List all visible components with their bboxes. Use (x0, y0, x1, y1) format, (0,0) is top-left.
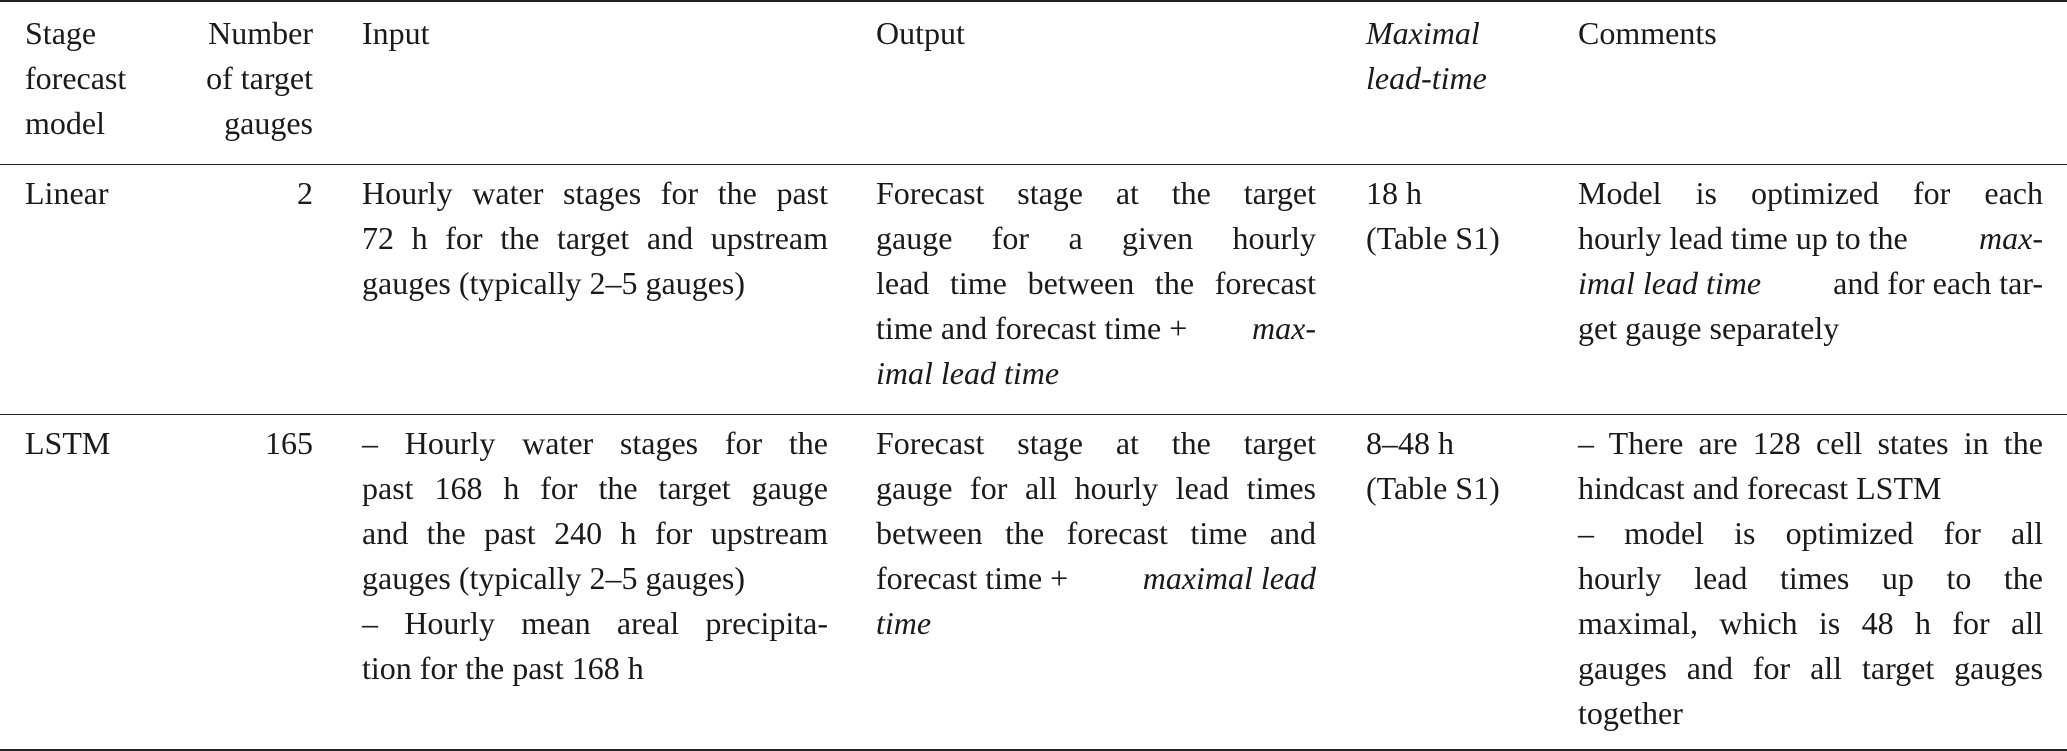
row-linear-model (25, 171, 165, 216)
cell-text-line (876, 556, 1316, 601)
cell-text: – Hourly mean areal precipita- (362, 605, 828, 641)
header-number-of-target-gauges (180, 11, 313, 146)
cell-text: 18 h (1366, 175, 1422, 211)
cell-text-line (1578, 216, 2043, 261)
cell-text: maximal lead (1142, 560, 1316, 596)
cell-text: forecast time + (876, 560, 1069, 596)
row-lstm-input (362, 421, 828, 691)
row-lstm-model (25, 421, 165, 466)
cell-text: LSTM (25, 425, 111, 461)
cell-text: time (876, 605, 932, 641)
header-text: Comments (1578, 15, 1717, 51)
top-rule (0, 0, 2067, 2)
cell-text: 165 (265, 425, 313, 461)
row-lstm-output (876, 421, 1316, 646)
cell-text: gauges and for all target gauges (1578, 650, 2043, 686)
cell-text: lead time between the forecast (876, 265, 1316, 301)
cell-text: 2 (297, 175, 313, 211)
row-linear-lead-time (1366, 171, 1526, 261)
cell-text: between the forecast time and (876, 515, 1316, 551)
header-text: gauges (224, 105, 313, 141)
cell-text: maximal, which is 48 h for all (1578, 605, 2043, 641)
row-linear-input (362, 171, 828, 306)
row-lstm-num-gauges (180, 421, 313, 466)
cell-text: and for each tar- (1833, 265, 2043, 301)
header-input (362, 11, 832, 56)
cell-text: together (1578, 695, 1683, 731)
cell-text: get gauge separately (1578, 310, 1840, 346)
cell-text: gauges (typically 2–5 gauges) (362, 265, 745, 301)
row-lstm-comments (1578, 421, 2043, 736)
header-text: model (25, 105, 105, 141)
cell-text: Linear (25, 175, 109, 211)
cell-text: (Table S1) (1366, 220, 1500, 256)
header-maximal-lead-time (1366, 11, 1526, 101)
cell-text: – There are 128 cell states in the (1578, 425, 2043, 461)
cell-text: gauges (typically 2–5 gauges) (362, 560, 745, 596)
cell-text: – model is optimized for all (1578, 515, 2043, 551)
cell-text: – Hourly water stages for the (362, 425, 828, 461)
header-text: lead-time (1366, 60, 1487, 96)
row-divider-rule (0, 414, 2067, 415)
header-text: Input (362, 15, 430, 51)
header-text: Maximal (1366, 15, 1480, 51)
header-comments (1578, 11, 2043, 56)
cell-text: hourly lead time up to the (1578, 220, 1908, 256)
cell-text: gauge for a given hourly (876, 220, 1316, 256)
cell-text: Model is optimized for each (1578, 175, 2043, 211)
cell-text: Forecast stage at the target (876, 425, 1316, 461)
header-stage-forecast-model (25, 11, 165, 146)
header-rule (0, 164, 2067, 165)
header-output (876, 11, 1316, 56)
cell-text: past 168 h for the target gauge (362, 470, 828, 506)
cell-text: tion for the past 168 h (362, 650, 644, 686)
cell-text: time and forecast time + (876, 310, 1188, 346)
cell-text: gauge for all hourly lead times (876, 470, 1316, 506)
header-text: forecast (25, 60, 127, 96)
header-text: Number (208, 15, 313, 51)
cell-text: Forecast stage at the target (876, 175, 1316, 211)
cell-text: max- (1979, 220, 2043, 256)
header-text: of target (206, 60, 313, 96)
cell-text: 8–48 h (1366, 425, 1454, 461)
row-lstm-lead-time (1366, 421, 1526, 511)
cell-text: and the past 240 h for upstream (362, 515, 828, 551)
cell-text: max- (1252, 310, 1316, 346)
cell-text: hourly lead times up to the (1578, 560, 2043, 596)
cell-text: (Table S1) (1366, 470, 1500, 506)
cell-text: Hourly water stages for the past (362, 175, 828, 211)
header-text: Output (876, 15, 965, 51)
row-linear-num-gauges (180, 171, 313, 216)
cell-text: hindcast and forecast LSTM (1578, 470, 1942, 506)
cell-text: imal lead time (1578, 265, 1762, 301)
row-linear-output (876, 171, 1316, 396)
header-text: Stage (25, 15, 97, 51)
cell-text: imal lead time (876, 355, 1060, 391)
cell-text-line (1578, 261, 2043, 306)
cell-text: 72 h for the target and upstream (362, 220, 828, 256)
cell-text-line (876, 306, 1316, 351)
row-linear-comments (1578, 171, 2043, 351)
